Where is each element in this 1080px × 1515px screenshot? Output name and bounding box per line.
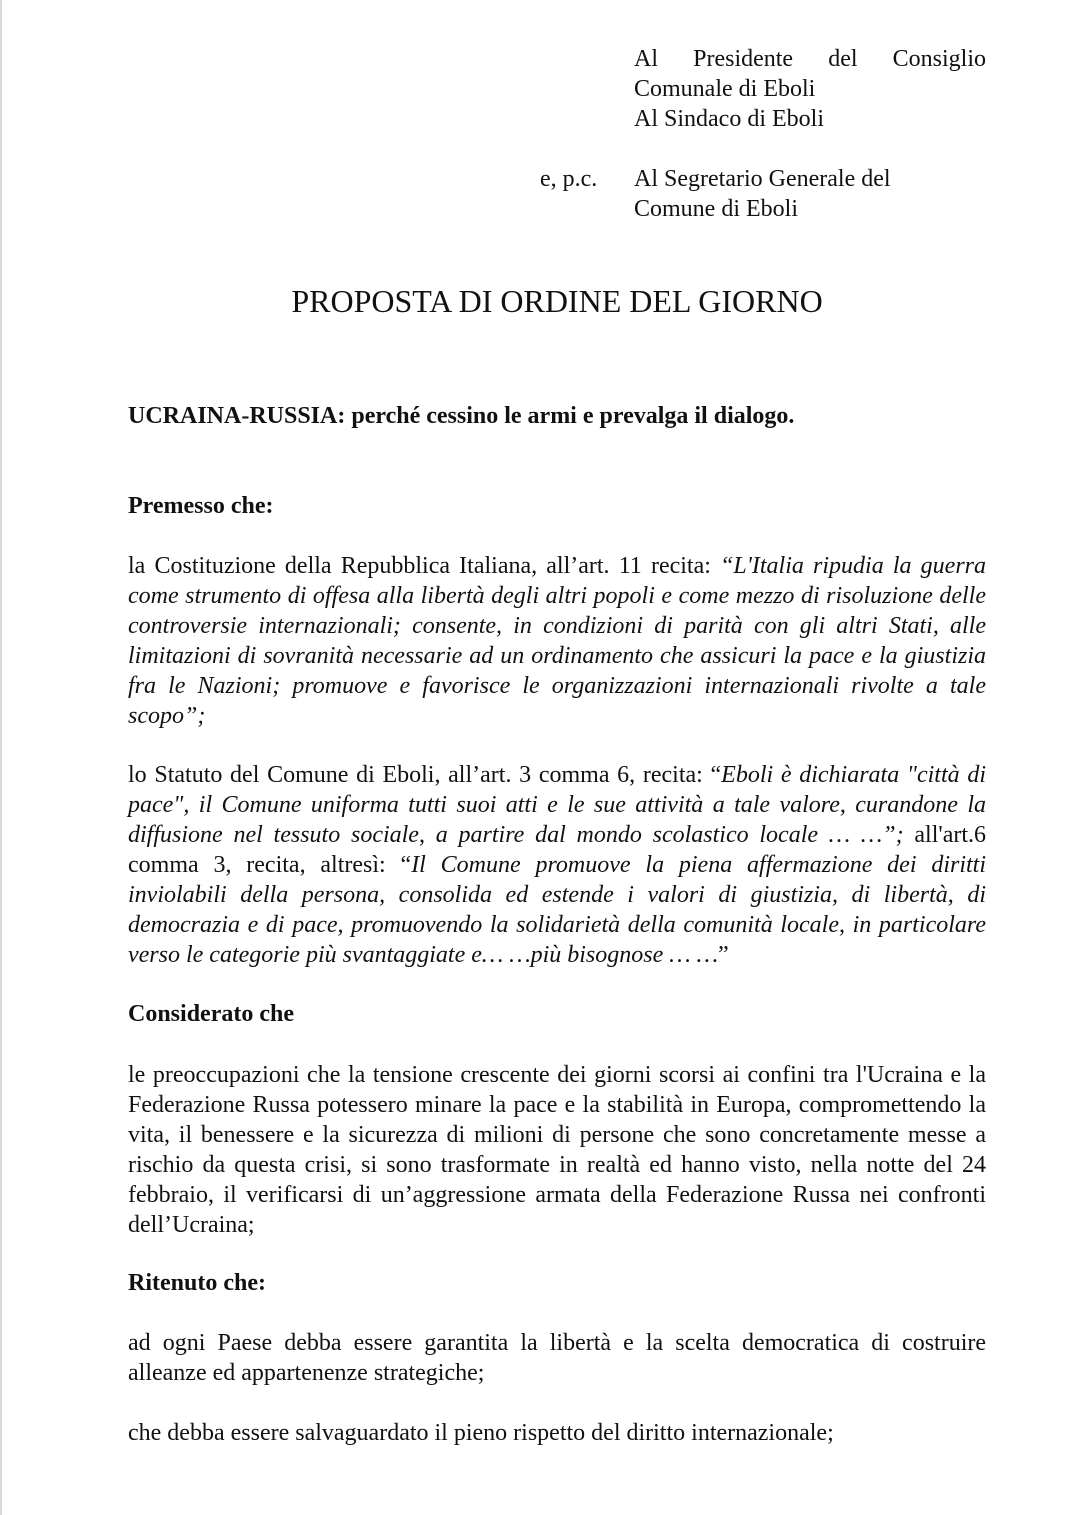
statuto-mid: all'art.6 comma 3, recita, altresì: “ xyxy=(128,822,987,878)
cc-line: Al Segretario Generale del xyxy=(634,166,891,192)
section-heading-premesso: Premesso che: xyxy=(128,493,274,519)
statuto-quote-1: Eboli è dichiarata "città di pace", il Comune uniforma tutti suoi atti e le sue attività a tale valore, curandone la diffusione nel tessuto sociale, a partire dal mondo scolastico locale … …”; xyxy=(128,762,986,848)
cc-label: e, p.c. xyxy=(540,166,598,192)
section-heading-ritenuto: Ritenuto che: xyxy=(128,1270,266,1296)
paragraph-considerato: le preoccupazioni che la tensione crescente dei giorni scorsi ai confini tra l'Ucraina e la Federazione Russa potessero minare la pace e la stabilità in Europa, compromettendo la vita, il benessere e la sicurezza di milioni di persone che sono concretamente messe a rischio da questa crisi, si sono trasformate in realtà ed hanno visto, nella notte del 24 febbraio, il verificarsi di un’aggressione armata della Federazione Russa nei confronti dell’Ucraina; xyxy=(128,1062,986,1238)
paragraph-ritenuto-1: ad ogni Paese debba essere garantita la libertà e la scelta democratica di costruire alleanze ed appartenenze strategiche; xyxy=(128,1330,986,1386)
addressee-line: Al Sindaco di Eboli xyxy=(634,106,824,132)
costituzione-quote: “L'Italia ripudia la guerra come strumento di offesa alla libertà degli altri popoli e come mezzo di risoluzione delle controversie internazionali; consente, in condizioni di parità con gli altri Stati, alle limitazioni di sovranità necessarie ad un ordinamento che assicuri la pace e la giustizia fra le Nazioni; promuove e favorisce le organizzazioni internazionali rivolte a tale scopo”; xyxy=(128,553,986,729)
section-heading-considerato: Considerato che xyxy=(128,1001,294,1027)
cc-line: Comune di Eboli xyxy=(634,196,798,222)
addressee-line: Comunale di Eboli xyxy=(634,76,816,102)
document-title: PROPOSTA DI ORDINE DEL GIORNO xyxy=(291,283,823,319)
subject-line: UCRAINA-RUSSIA: perché cessino le armi e prevalga il dialogo. xyxy=(128,403,795,429)
page-edge xyxy=(0,0,2,1515)
paragraph-statuto xyxy=(128,760,986,970)
statuto-intro: lo Statuto del Comune di Eboli, all’art. 3 comma 6, recita: “ xyxy=(128,762,722,788)
statuto-quote-2: Il Comune promuove la piena affermazione dei diritti inviolabili della persona, consolida ed estende i valori di giustizia, di libertà, di democrazia e di pace, promuovendo la solidarietà della comunità locale, in particolare verso le categorie più svantaggiate e… …più bisognose … … xyxy=(128,852,987,968)
paragraph-costituzione xyxy=(128,551,986,731)
addressee-line: Al Presidente del Consiglio xyxy=(634,46,986,72)
paragraph-ritenuto-2: che debba essere salvaguardato il pieno rispetto del diritto internazionale; xyxy=(128,1420,834,1446)
cc-block xyxy=(634,164,986,224)
costituzione-intro: la Costituzione della Repubblica Italiana, all’art. 11 recita: xyxy=(128,553,721,579)
statuto-end: ” xyxy=(717,942,729,968)
addressee-block xyxy=(634,44,986,134)
